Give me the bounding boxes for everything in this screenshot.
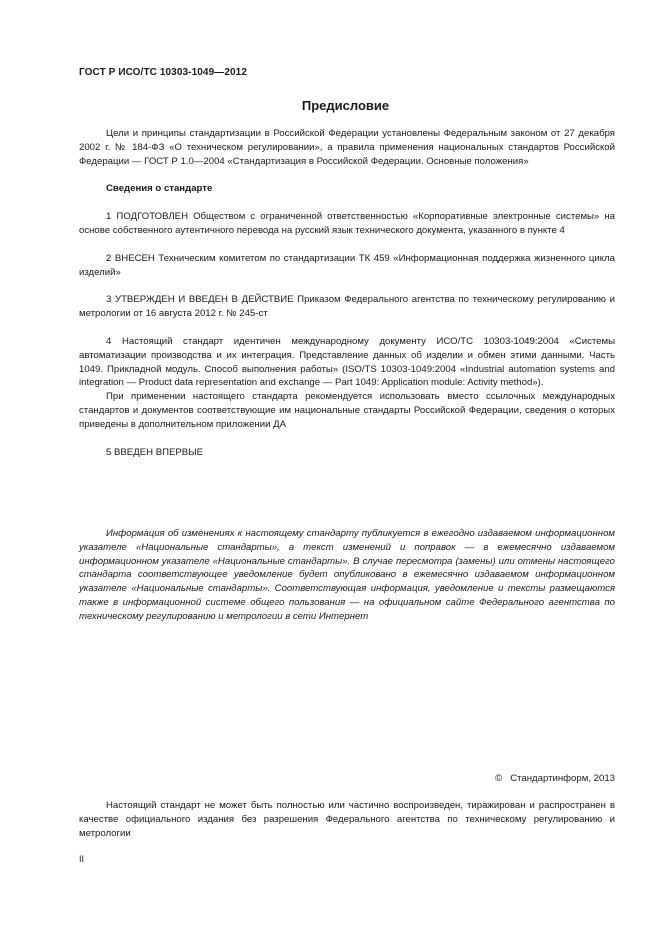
item-4-identical: 4 Настоящий стандарт идентичен международному документу ИСО/ТС 10303-1049:2004 «Системы автоматизации производства и их интеграция. Представление данных об изделии и обмен этими данными. Часть 1049. Прикладной модуль. Способ выполнения работы» (ISO/TS 10303-1049:2004 «Industrial automation systems and integration — Product data representation and exchange — Part 1049: Application module: Activity method»).: [79, 335, 615, 389]
intro-paragraph: Цели и принципы стандартизации в Российской Федерации установлены Федеральным законом от 27 декабря 2002 г. № 184-ФЗ «О техническом регулировании», а правила применения национальных стандартов Российской Федерации — ГОСТ Р 1.0—2004 «Стандартизация в Российской Федерации. Основные положения»: [79, 128, 615, 167]
copyright-line: [495, 773, 615, 784]
change-notice: Информация об изменениях к настоящему стандарту публикуется в ежегодно издаваемом информационном указателе «Национальные стандарты», а текст изменений и поправок — в ежемесячно издаваемом информационном указателе «Национальные стандарты». В случае пересмотра (замены) или отмены настоящего стандарта соответствующее уведомление будет опубликовано в ежемесячно издаваемом информационном указателе «Национальные стандарты». Соответствующая информация, уведомление и тексты размещаются также в информационной системе общего пользования — на официальном сайте Федерального агентства по техническому регулированию и метрологии в сети Интернет: [79, 528, 615, 622]
item-2-submitted: 2 ВНЕСЕН Техническим комитетом по стандартизации ТК 459 «Информационная поддержка жизненного цикла изделий»: [79, 252, 615, 278]
reproduction-notice: Настоящий стандарт не может быть полностью или частично воспроизведен, тиражирован и распространен в качестве официального издания без разрешения Федерального агентства по техническому регулированию и метрологии: [79, 800, 615, 839]
foreword-body: [79, 127, 615, 459]
copyright-icon: ©: [495, 773, 503, 784]
section-heading: Сведения о стандарте: [106, 183, 213, 195]
document-id-header: ГОСТ Р ИСО/ТС 10303-1049—2012: [79, 67, 247, 78]
item-5-introduced: 5 ВВЕДЕН ВПЕРВЫЕ: [106, 446, 204, 458]
copyright-text: Стандартинформ, 2013: [510, 773, 615, 784]
item-3-approved: 3 УТВЕРЖДЕН И ВВЕДЕН В ДЕЙСТВИЕ Приказом Федерального агентства по техническому регулированию и метрологии от 16 августа 2012 г. № 245-ст: [79, 294, 615, 320]
item-1-prepared: 1 ПОДГОТОВЛЕН Обществом с ограниченной ответственностью «Корпоративные электронные системы» на основе собственного аутентичного перевода на русский язык технического документа, указанного в пункте 4: [79, 211, 615, 236]
item-4-application-note: При применении настоящего стандарта рекомендуется использовать вместо ссылочных международных стандартов и документов соответствующие им национальные стандарты Российской Федерации, сведения о которых приведены в дополнительном приложении ДА: [79, 391, 615, 430]
page-title: Предисловие: [301, 98, 390, 113]
page-number: II: [79, 854, 85, 864]
